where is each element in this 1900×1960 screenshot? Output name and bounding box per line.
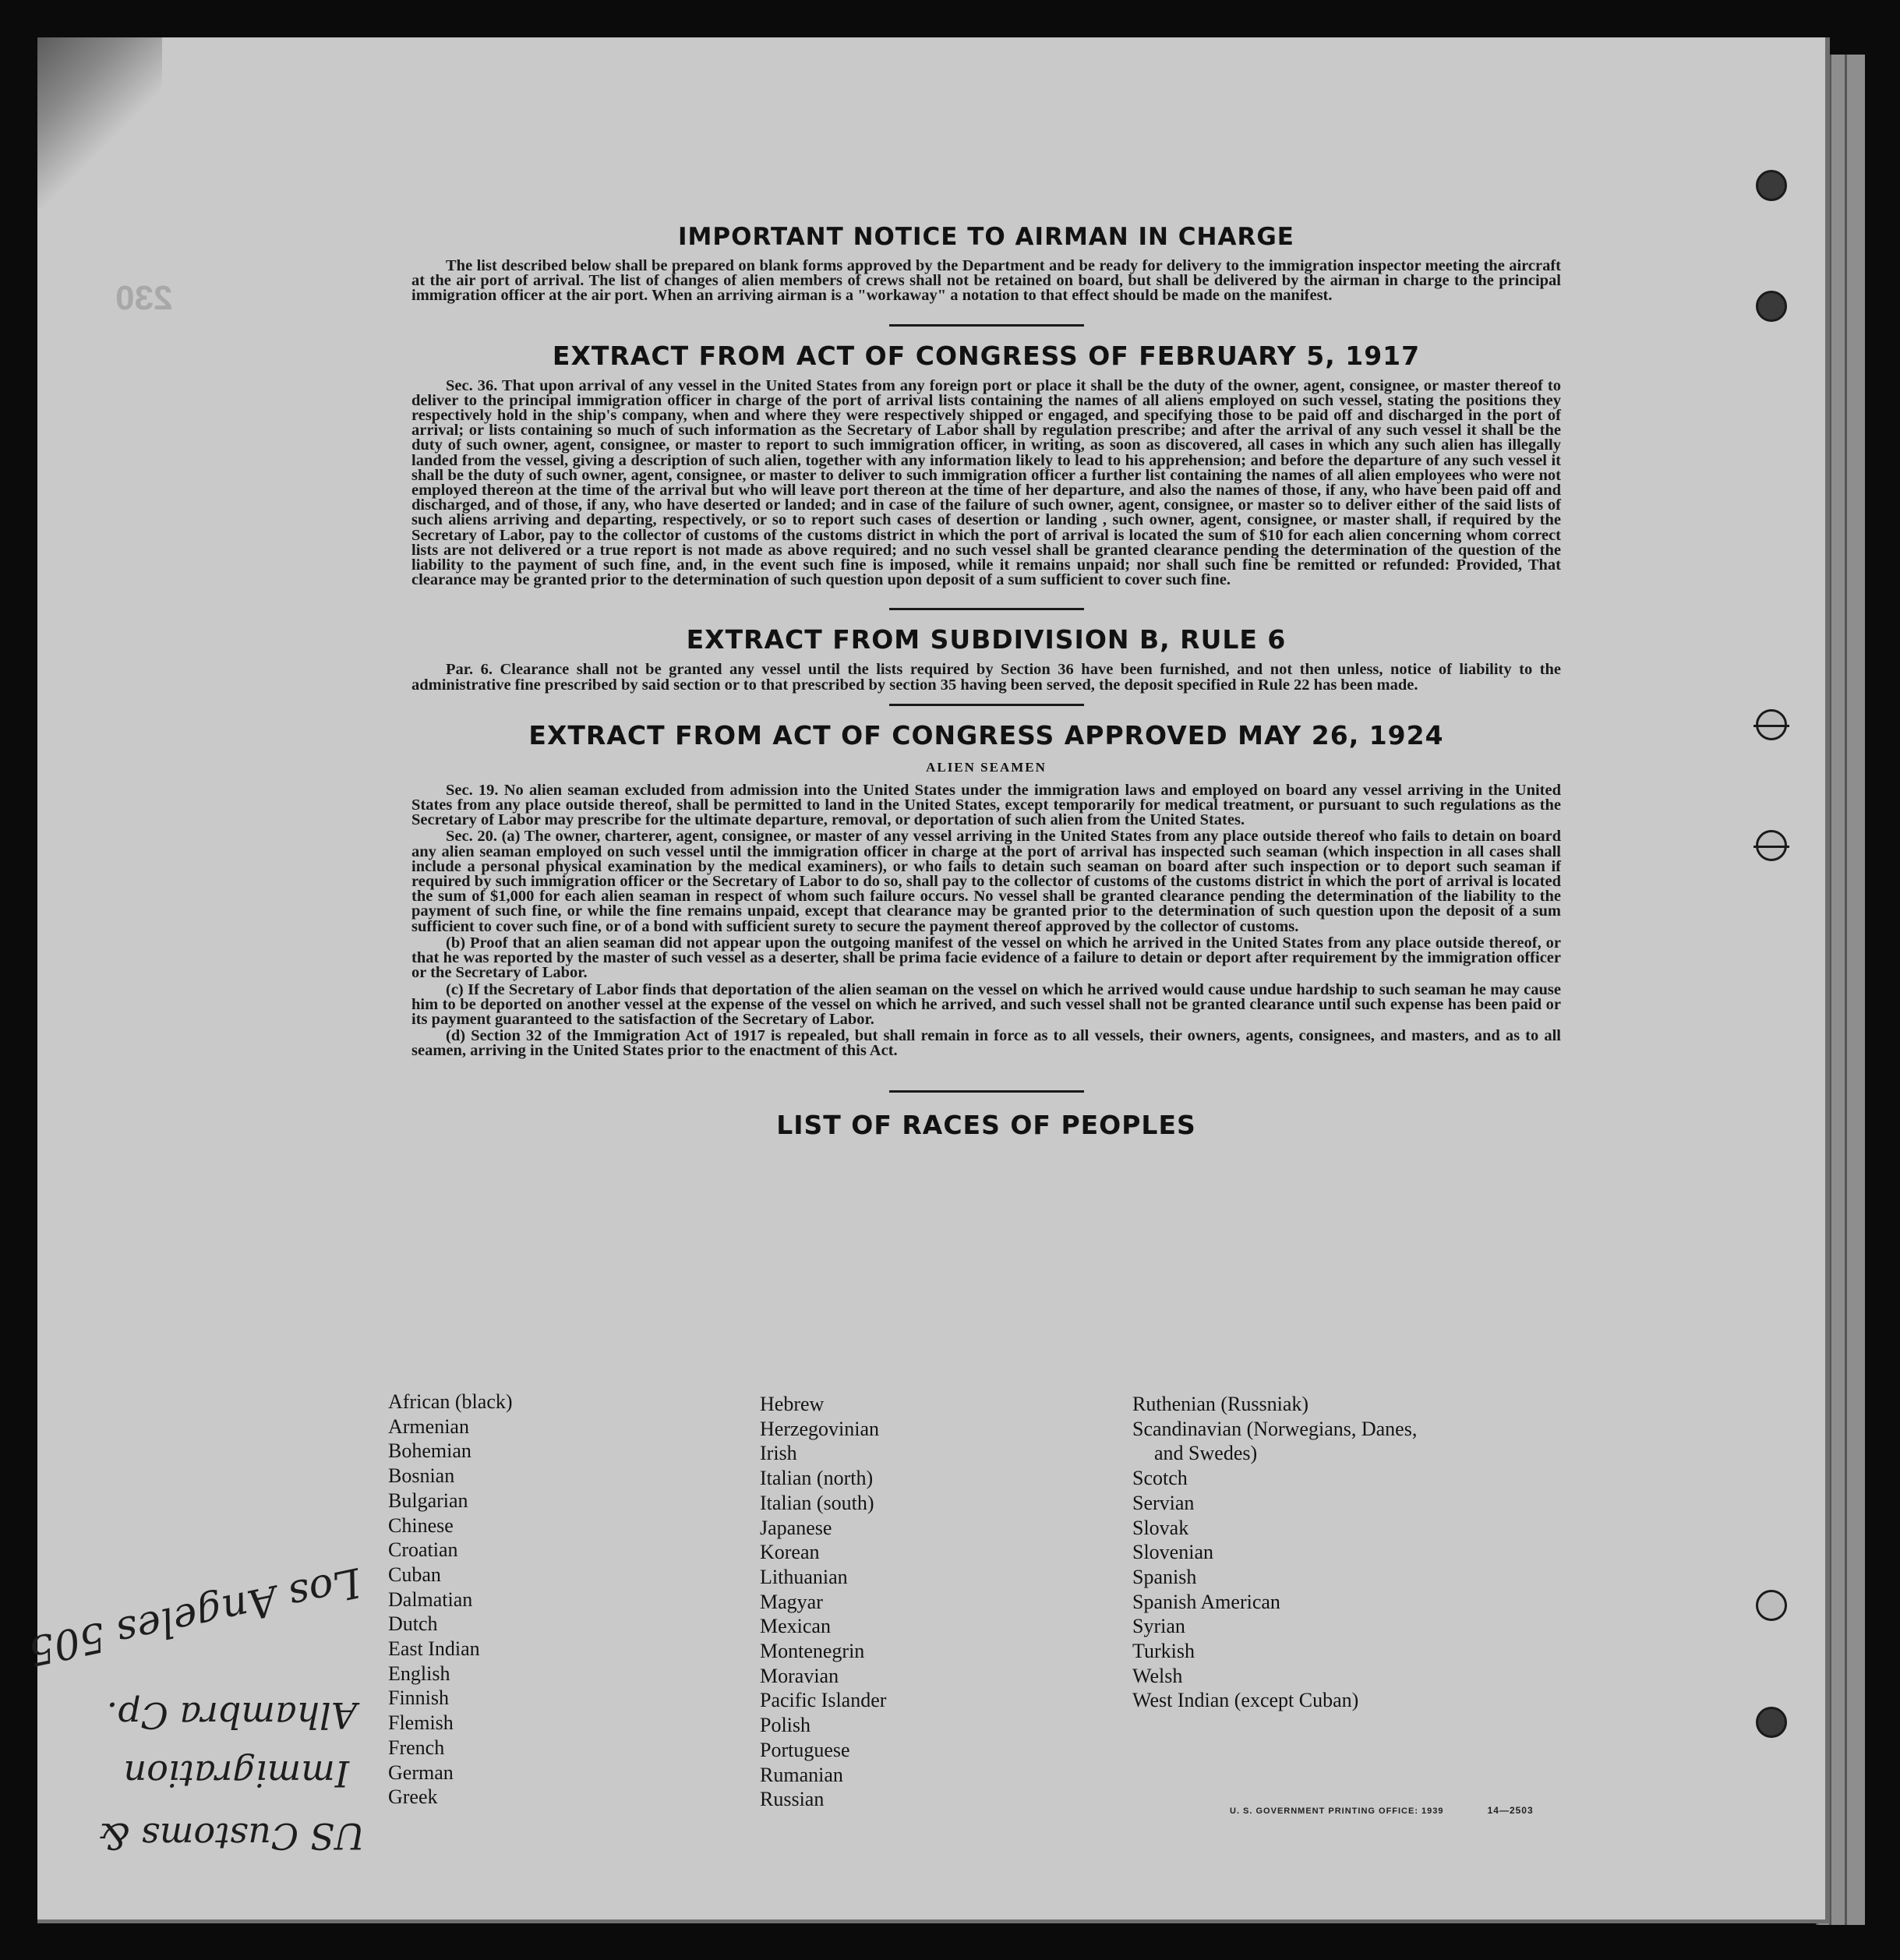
sec20d-paragraph: (d) Section 32 of the Immigration Act of 1917 is repealed, but shall remain in force as to all vessels, their owners, agents, consignees, and masters, and as to all seamen, arriving in the United States prior to the enactment of this Act. bbox=[411, 1027, 1561, 1060]
race-item: Lithuanian bbox=[760, 1565, 848, 1588]
sec20a-paragraph: Sec. 20. (a) The owner, charterer, agent, consignee, or master of any vessel arriving in the United States from any place outside thereof who fails to detain on board any alien seaman employed on such vessel until the immigration officer in charge at the port of arrival has inspected such seaman (which inspection in all cases shall include a personal physical examination by the medical examiners), or who fails to detain such seaman on board after such inspection or to deport such seaman if required by such immigration officer or the Secretary of Labor to do so, shall pay to the collector of customs of the customs district in which the port of arrival is located the sum of $1,000 for each alien seaman in respect of whom such failure occurs. No vessel shall be granted clearance pending the determination of the liability to the payment of such fine, or while the fine remains unpaid, except that clearance may be granted prior to the determination of such question upon the deposit of a sum sufficient to cover such fine, or of a bond with sufficient surety to secure the payment thereof approved by the collector of customs. bbox=[411, 828, 1561, 935]
extract-1924-title: EXTRACT FROM ACT OF CONGRESS APPROVED MAY 26, 1924 bbox=[528, 719, 1444, 750]
folded-corner bbox=[37, 37, 162, 209]
race-item: Italian (south) bbox=[760, 1491, 874, 1514]
section-divider bbox=[889, 324, 1084, 327]
race-item: Magyar bbox=[760, 1590, 823, 1613]
rule6-paragraph: Par. 6. Clearance shall not be granted any vessel until the lists required by Section 36 have been furnished, and not then unless, notice of liability to the administrative fine prescribed by said section or to that prescribed by section 35 having been served, the deposit specified in Rule 22 has been made. bbox=[411, 661, 1561, 694]
race-item: Pacific Islander bbox=[760, 1689, 887, 1712]
race-item: Portuguese bbox=[760, 1738, 850, 1761]
race-item: German bbox=[388, 1760, 454, 1784]
race-item: Flemish bbox=[388, 1711, 454, 1735]
race-item: Scandinavian (Norwegians, Danes, bbox=[1132, 1417, 1418, 1440]
race-item: Scotch bbox=[1132, 1467, 1188, 1490]
race-item: Greek bbox=[388, 1785, 438, 1809]
race-item: Ruthenian (Russniak) bbox=[1132, 1393, 1309, 1415]
race-item: Servian bbox=[1132, 1491, 1195, 1514]
race-item: Spanish bbox=[1132, 1565, 1197, 1588]
race-item: Slovak bbox=[1132, 1516, 1189, 1539]
race-item: Irish bbox=[760, 1442, 797, 1465]
race-item: Korean bbox=[760, 1541, 820, 1564]
sec19-paragraph: Sec. 19. No alien seaman excluded from admission into the United States under the immigration laws and employed on board any vessel arriving in the United States from any place outside thereof, shall be permitted to land in the United States, except temporarily for medical treatment, or pursuant to such regulations as the Secretary of Labor may prescribe for the ultimate departure, removal, or deportation of such alien from the United States. bbox=[411, 781, 1561, 829]
punch-hole-1 bbox=[1756, 170, 1787, 201]
handwritten-note-immigration: Immigration bbox=[123, 1753, 349, 1795]
races-title: LIST OF RACES OF PEOPLES bbox=[776, 1109, 1196, 1140]
race-item: Polish bbox=[760, 1714, 811, 1737]
race-item: Spanish American bbox=[1132, 1590, 1280, 1613]
race-item: Cuban bbox=[388, 1563, 441, 1586]
handwritten-note-la: Los Angeles 505 bbox=[23, 1558, 366, 1675]
race-item: East Indian bbox=[388, 1637, 480, 1661]
race-item: French bbox=[388, 1736, 445, 1759]
race-item: Bohemian bbox=[388, 1439, 471, 1463]
sec20c-paragraph: (c) If the Secretary of Labor finds that deportation of the alien seaman on the vessel on which he arrived would cause undue hardship to such seaman he may cause him to be deported on another vessel at the expense of the vessel on which he arrived, and such vessel shall not be granted clearance until such expense has been paid or its payment guaranteed to the satisfaction of the Secretary of Labor. bbox=[411, 980, 1561, 1028]
race-item: Rumanian bbox=[760, 1763, 843, 1786]
race-item: Japanese bbox=[760, 1516, 832, 1539]
race-item: Armenian bbox=[388, 1414, 469, 1438]
race-item: Herzegovinian bbox=[760, 1417, 880, 1440]
section-divider bbox=[889, 704, 1084, 706]
document-body bbox=[411, 185, 1561, 1140]
printer-line: U. S. GOVERNMENT PRINTING OFFICE: 1939 bbox=[1230, 1806, 1444, 1816]
race-item: Turkish bbox=[1132, 1640, 1195, 1663]
race-item: African (black) bbox=[388, 1390, 513, 1413]
race-item: Syrian bbox=[1132, 1615, 1185, 1638]
section-divider bbox=[889, 1090, 1084, 1093]
race-item: Hebrew bbox=[760, 1393, 825, 1415]
notice-title: IMPORTANT NOTICE TO AIRMAN IN CHARGE bbox=[678, 223, 1294, 251]
race-item: Slovenian bbox=[1132, 1541, 1213, 1564]
extract-1917-paragraph: Sec. 36. That upon arrival of any vessel in the United States from any foreign port or place it shall be the duty of the owner, agent, consignee, or master thereof to deliver to the principal immigration officer in charge of the port of arrival lists containing the names of all aliens employed on such vessel, stating the positions they respectively hold in the ship's company, when and where they were respectively shipped or engaged, and specifying those to be paid off and discharged in the port of arrival; or lists containing so much of such information as the Secretary of Labor shall by regulation prescribe; and after the arrival of any such vessel it shall be the duty of such owner, agent, consignee, or master to report to such immigration officer, in writing, as soon as discovered, all cases in which any such alien has illegally landed from the vessel, giving a description of such alien, together with any information likely to lead to his apprehension; and before the departure of any such vessel it shall be the duty of such owner, agent, consignee, or master to deliver to such immigration officer a further list containing the names of all alien employees who were not employed thereon at the time of the arrival but who will leave port thereon at the time of her departure, and also the names of those, if any, who have been paid off and discharged, and of those, if any, who have deserted or landed; and in case of the failure of such owner, agent, consignee, or master so to deliver either of the said lists of such aliens arriving and departing, respectively, or so to report such cases of desertion or landing , such owner, agent, consignee, or master shall, if required by the Secretary of Labor, pay to the collector of customs of the customs district in which the port of arrival is located the sum of $10 for each alien concerning whom correct lists are not delivered or a true report is not made as above required; and no such vessel shall be granted clearance pending the determination of the question of the liability to the payment of such fine, and, in the event such fine is imposed, while it remains unpaid; nor shall such fine be remitted or refunded: Provided, That clearance may be granted prior to the determination of such question upon deposit of a sum sufficient to cover such fine. bbox=[411, 376, 1561, 589]
race-item: Montenegrin bbox=[760, 1640, 865, 1663]
handwritten-note-customs: US Customs & bbox=[97, 1815, 365, 1857]
notice-paragraph: The list described below shall be prepared on blank forms approved by the Department and be ready for delivery to the immigration inspector meeting the aircraft at the air port of arrival. The list of changes of alien members of crews shall not be retained on board, but shall be delivered by the airman in charge to the principal immigration officer at the air port. When an arriving airman is a "workaway" a notation to that effect should be made on the manifest. bbox=[411, 257, 1561, 305]
printer-imprint bbox=[1230, 1805, 1534, 1816]
bleed-through-number: 230 bbox=[115, 279, 173, 317]
race-item: and Swedes) bbox=[1154, 1442, 1258, 1465]
punch-hole-3 bbox=[1756, 709, 1787, 740]
race-item: Welsh bbox=[1132, 1664, 1183, 1687]
race-item: Dalmatian bbox=[388, 1587, 473, 1611]
races-column-1 bbox=[388, 1390, 513, 1810]
race-item: Bulgarian bbox=[388, 1489, 468, 1512]
races-column-2 bbox=[760, 1392, 886, 1812]
race-item: Chinese bbox=[388, 1513, 454, 1537]
race-item: Finnish bbox=[388, 1686, 450, 1710]
punch-hole-4 bbox=[1756, 830, 1787, 861]
document-page bbox=[23, 37, 1830, 1923]
race-item: West Indian (except Cuban) bbox=[1132, 1689, 1359, 1712]
handwritten-note-alhambra: Alhambra Cp. bbox=[106, 1694, 357, 1736]
race-item: Mexican bbox=[760, 1615, 831, 1638]
extract-1917-title: EXTRACT FROM ACT OF CONGRESS OF FEBRUARY 5, 1917 bbox=[552, 340, 1421, 371]
punch-hole-2 bbox=[1756, 291, 1787, 322]
punch-hole-6 bbox=[1756, 1707, 1787, 1738]
rule6-title: EXTRACT FROM SUBDIVISION B, RULE 6 bbox=[686, 624, 1287, 655]
races-column-3 bbox=[1132, 1392, 1417, 1713]
race-item: English bbox=[388, 1662, 450, 1685]
race-item: Moravian bbox=[760, 1664, 839, 1687]
section-divider bbox=[889, 608, 1084, 610]
form-code: 14—2503 bbox=[1487, 1805, 1534, 1816]
race-item: Croatian bbox=[388, 1538, 458, 1562]
punch-hole-5 bbox=[1756, 1590, 1787, 1621]
race-item: Bosnian bbox=[388, 1464, 455, 1488]
alien-seamen-subtitle: ALIEN SEAMEN bbox=[926, 759, 1047, 775]
race-item: Dutch bbox=[388, 1612, 438, 1636]
sec20b-paragraph: (b) Proof that an alien seaman did not appear upon the outgoing manifest of the vessel on which he arrived in the United States from any place outside thereof, or that he was reported by the master of such vessel as a deserter, shall be prima facie evidence of a failure to detain or deport after requirement by the immigration officer or the Secretary of Labor. bbox=[411, 934, 1561, 982]
race-item: Italian (north) bbox=[760, 1467, 874, 1490]
race-item: Russian bbox=[760, 1788, 825, 1811]
